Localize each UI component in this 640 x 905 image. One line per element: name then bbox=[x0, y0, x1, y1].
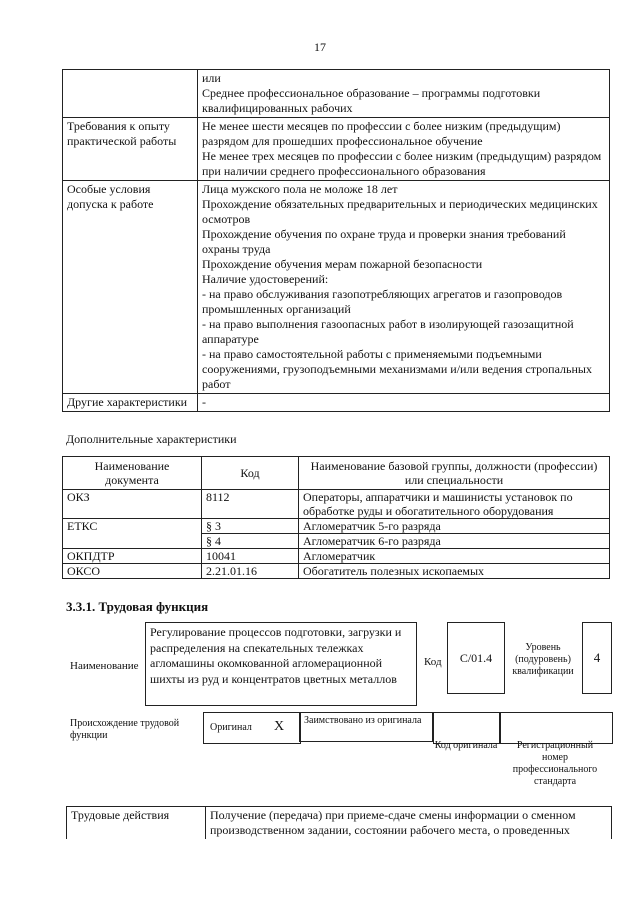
origin-label: Происхождение трудовой функции bbox=[70, 718, 180, 741]
table-row bbox=[63, 564, 610, 579]
table-row bbox=[63, 519, 610, 534]
name-cell: Агломератчик 6-го разряда bbox=[299, 534, 610, 549]
name-cell: Операторы, аппаратчики и машинисты установок по обработке руды и обогатительного оборудования bbox=[299, 490, 610, 519]
name-label: Наименование bbox=[70, 660, 139, 672]
row-label bbox=[63, 70, 198, 118]
code-cell: 2.21.01.16 bbox=[202, 564, 299, 579]
original-box bbox=[203, 712, 301, 744]
column-header: Наименование документа bbox=[63, 457, 202, 490]
table-header-row bbox=[63, 457, 610, 490]
code-cell: 8112 bbox=[202, 490, 299, 519]
row-content: Получение (передача) при приеме-сдаче смены информации о сменном производственном задании, состоянии рабочего места, о проведенных bbox=[206, 807, 612, 840]
row-line: или bbox=[202, 71, 221, 85]
code-cell: § 4 bbox=[202, 534, 299, 549]
page-number: 17 bbox=[314, 40, 326, 54]
row-line: - на право выполнения газоопасных работ в изолирующей газозащитной аппаратуре bbox=[202, 317, 574, 346]
section-heading: 3.3.1. Трудовая функция bbox=[66, 599, 209, 614]
code-value-box: C/01.4 bbox=[447, 622, 505, 694]
row-content bbox=[198, 394, 610, 412]
row-line: Прохождение обучения мерам пожарной безопасности bbox=[202, 257, 483, 271]
table-row bbox=[63, 70, 610, 118]
table-row bbox=[67, 807, 612, 840]
row-label: Трудовые действия bbox=[67, 807, 206, 840]
characteristics-table bbox=[62, 456, 610, 579]
row-line: Лица мужского пола не моложе 18 лет bbox=[202, 182, 398, 196]
row-line: - на право обслуживания газопотребляющих агрегатов и газопроводов промышленных организаций bbox=[202, 287, 563, 316]
original-mark: X bbox=[274, 719, 285, 734]
doc-cell: ОКПДТР bbox=[63, 549, 202, 564]
code-cell: 10041 bbox=[202, 549, 299, 564]
original-label: Оригинал bbox=[210, 722, 252, 733]
requirements-table bbox=[62, 69, 610, 412]
table-row bbox=[63, 118, 610, 181]
doc-cell: ЕТКС bbox=[63, 519, 202, 549]
row-label: Требования к опыту практической работы bbox=[63, 118, 198, 181]
labor-actions-table bbox=[66, 806, 612, 839]
level-label: Уровень (подуровень) квалификации bbox=[512, 642, 574, 677]
column-header: Наименование базовой группы, должности (профессии) или специальности bbox=[299, 457, 610, 490]
level-value-box: 4 bbox=[582, 622, 612, 694]
column-header: Код bbox=[202, 457, 299, 490]
original-code-caption: Код оригинала bbox=[434, 740, 498, 751]
row-label: Другие характеристики bbox=[63, 394, 198, 412]
row-line: Среднее профессиональное образование – программы подготовки квалифицированных рабочих bbox=[202, 86, 541, 115]
name-cell: Обогатитель полезных ископаемых bbox=[299, 564, 610, 579]
table-row bbox=[63, 394, 610, 412]
row-content bbox=[198, 181, 610, 394]
name-cell: Агломератчик bbox=[299, 549, 610, 564]
additional-characteristics-title: Дополнительные характеристики bbox=[66, 432, 237, 446]
name-cell: Агломератчик 5-го разряда bbox=[299, 519, 610, 534]
code-cell: § 3 bbox=[202, 519, 299, 534]
row-line: - bbox=[202, 395, 206, 409]
row-content bbox=[198, 118, 610, 181]
table-row bbox=[63, 181, 610, 394]
row-line: Прохождение обучения по охране труда и проверки знания требований охраны труда bbox=[202, 227, 566, 256]
borrowed-box: Заимствовано из оригинала bbox=[299, 712, 433, 742]
function-name-box: Регулирование процессов подготовки, загрузки и распределения на спекательных тележках агломашины окомкованной агломерационной шихты из руд и концентратов цветных металлов bbox=[145, 622, 417, 706]
row-line: Наличие удостоверений: bbox=[202, 272, 329, 286]
table-row bbox=[63, 490, 610, 519]
doc-cell: ОКСО bbox=[63, 564, 202, 579]
code-label: Код bbox=[424, 656, 442, 668]
table-row bbox=[63, 549, 610, 564]
row-line: Прохождение обязательных предварительных и периодических медицинских осмотров bbox=[202, 197, 598, 226]
row-line: - на право самостоятельной работы с применяемыми подъемными сооружениями, грузоподъемными механизмами и/или ведения стропальных работ bbox=[202, 347, 592, 391]
row-label: Особые условия допуска к работе bbox=[63, 181, 198, 394]
row-content bbox=[198, 70, 610, 118]
reg-number-caption: Регистрационный номер профессионального стандарта bbox=[512, 740, 598, 787]
row-line: Не менее шести месяцев по профессии с более низким (предыдущим) разрядом для прошедших профессиональное обучение bbox=[202, 119, 561, 148]
doc-cell: ОКЗ bbox=[63, 490, 202, 519]
row-line: Не менее трех месяцев по профессии с более низким (предыдущим) разрядом при наличии среднего профессионального образования bbox=[202, 149, 602, 178]
